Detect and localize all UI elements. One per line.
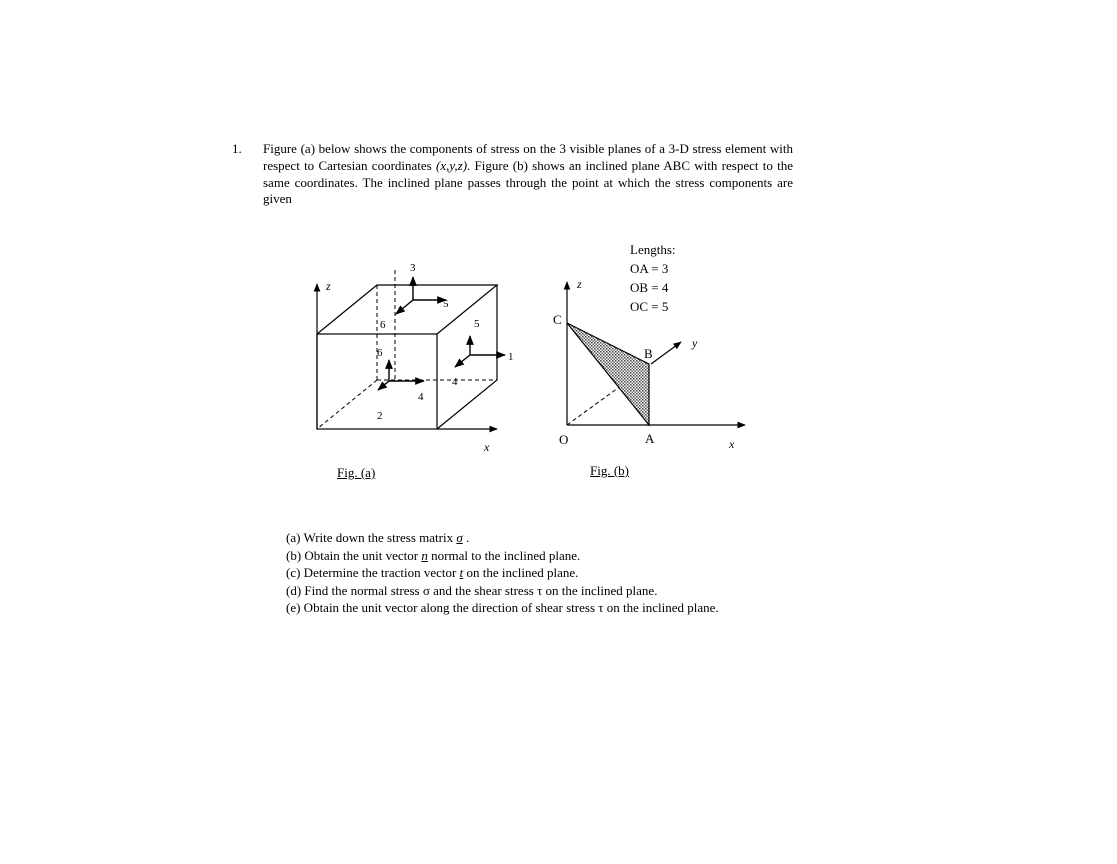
figures-svg — [300, 230, 760, 460]
part-e: (e) Obtain the unit vector along the direction of shear stress τ on the inclined plane. — [286, 600, 719, 615]
fig-b-y-label: y — [692, 336, 698, 350]
part-b: (b) Obtain the unit vector n normal to the inclined plane. — [286, 547, 581, 563]
question-intro — [263, 141, 793, 208]
question-number: 1. — [232, 141, 242, 156]
fig-a-x-label: x — [484, 440, 490, 454]
point-a-label: A — [645, 431, 655, 446]
part-a: (a) Write down the stress matrix σ . — [286, 530, 470, 545]
cube-top-face — [317, 285, 497, 334]
fig-b-z-label: z — [577, 277, 582, 291]
fig-a-caption: Fig. (a) — [337, 465, 376, 480]
stress-arrow-top-shear-y — [396, 300, 413, 314]
length-oc: OC = 5 — [630, 299, 669, 314]
stress-label-3: 6 — [380, 319, 386, 331]
stress-label-7: 4 — [452, 376, 458, 388]
stress-arrow-front-normal — [378, 381, 389, 390]
fig-b-x-label: x — [729, 437, 735, 451]
unit-normal-symbol: n — [421, 547, 428, 563]
stress-label-6: 1 — [508, 351, 514, 363]
fig-b-caption: Fig. (b) — [590, 463, 629, 478]
stress-label-1: 3 — [410, 262, 416, 274]
lengths-title: Lengths: — [630, 242, 676, 257]
length-ob: OB = 4 — [630, 280, 669, 295]
sub-questions — [286, 529, 719, 617]
point-o-label: O — [559, 432, 569, 447]
point-b-label: B — [644, 346, 653, 361]
inclined-plane-abc — [567, 323, 649, 425]
length-oa: OA = 3 — [630, 261, 669, 276]
point-c-label: C — [553, 312, 562, 327]
intro-part-2: . Figure (b) shows an inclined plane ABC with respect to the same coordinates. The inclined plane passes through the point at which the stress components are given — [263, 157, 793, 207]
fig-a-z-label: z — [326, 279, 331, 293]
part-c: (c) Determine the traction vector t on the inclined plane. — [286, 565, 579, 580]
stress-arrow-right-shear-y — [455, 355, 470, 367]
part-d: (d) Find the normal stress σ and the shear stress τ on the inclined plane. — [286, 582, 658, 598]
traction-vector-symbol: t — [459, 565, 464, 580]
stress-label-8: 4 — [418, 391, 424, 403]
stress-label-4: 5 — [474, 318, 480, 330]
stress-label-2: 5 — [443, 298, 449, 310]
stress-label-5: 6 — [377, 347, 383, 359]
stress-label-9: 2 — [377, 410, 383, 422]
intro-part-1: Figure (a) below shows the components of stress on the 3 visible planes of a 3-D stress element with respect to Cartesian coordinates — [263, 141, 793, 173]
stress-matrix-symbol: σ — [456, 530, 463, 545]
fig-b-y-axis — [651, 342, 681, 364]
coordinates-label: (x,y,z) — [435, 157, 468, 173]
lengths-box — [630, 240, 676, 316]
